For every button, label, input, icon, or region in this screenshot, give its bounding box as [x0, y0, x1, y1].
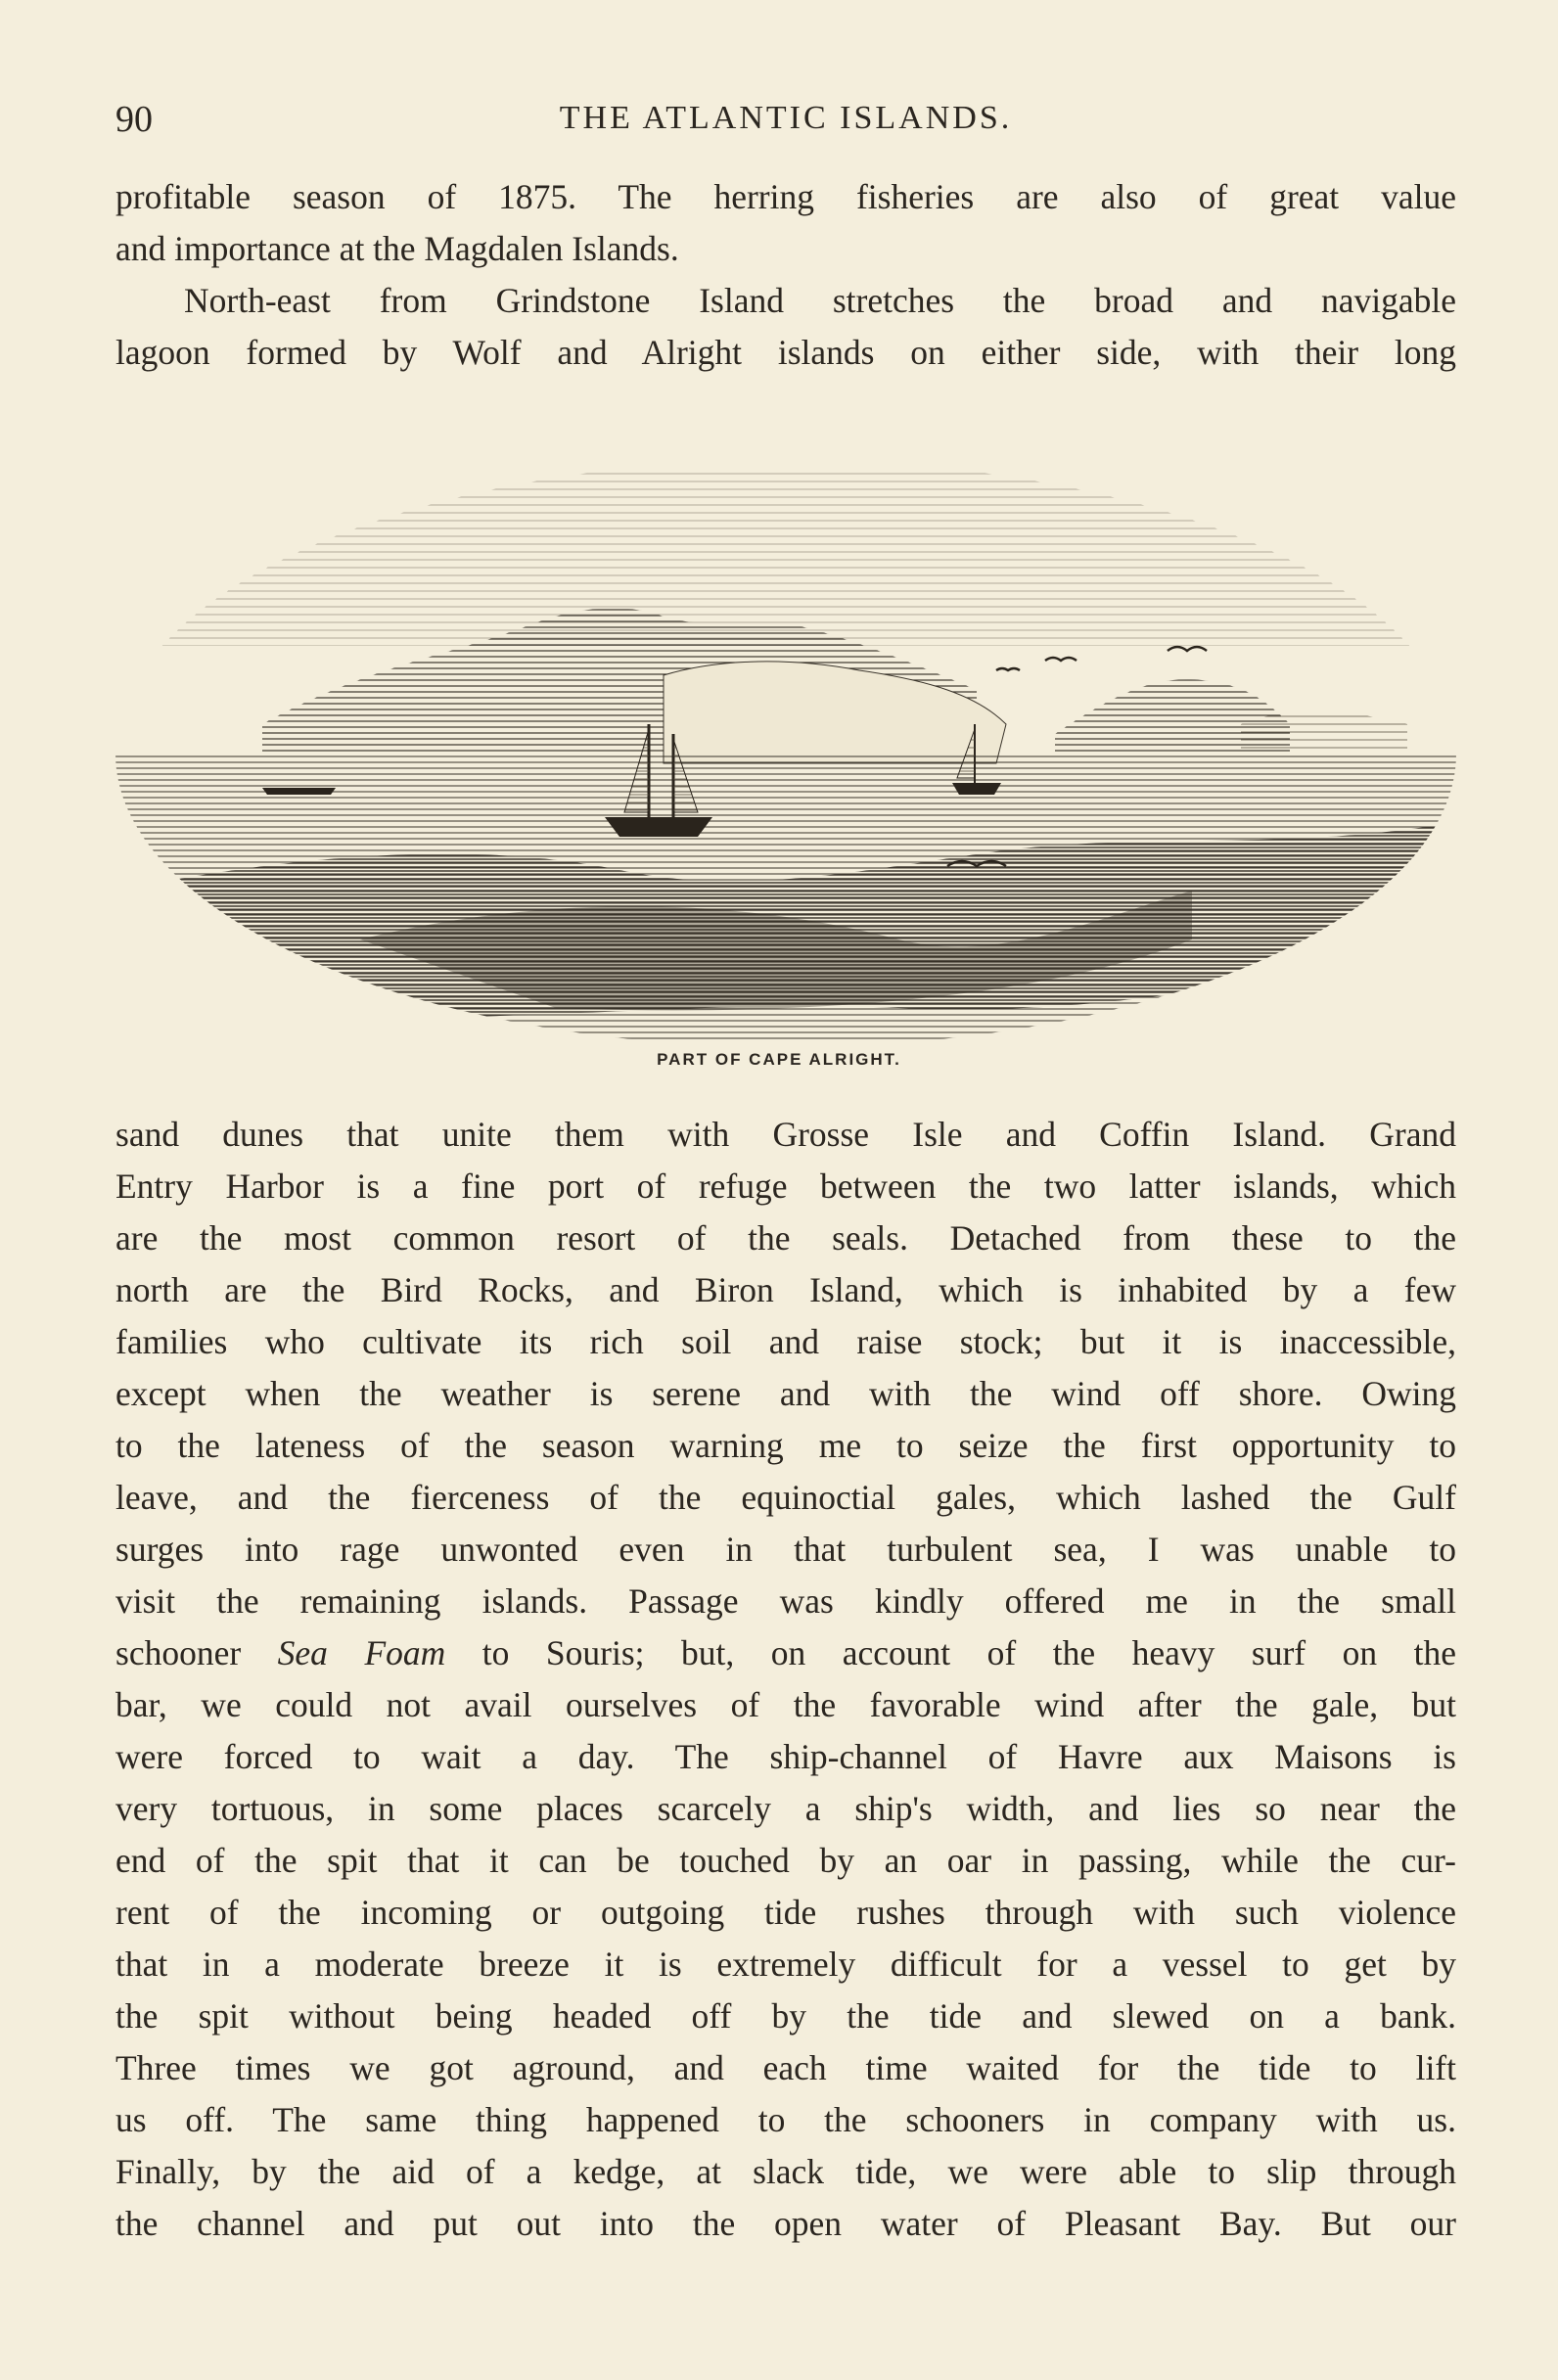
text-line: surges into rage unwonted even in that turbulent sea, I was unable to — [115, 1530, 1456, 1569]
text-line: us off. The same thing happened to the schooners in company with us. — [115, 2100, 1456, 2139]
text-line: bar, we could not avail ourselves of the favorable wind after the gale, but — [115, 1685, 1456, 1724]
small-boat — [262, 788, 336, 795]
text-line: families who cultivate its rich soil and raise stock; but it is inaccessible, — [115, 1322, 1456, 1361]
text-line: and importance at the Magdalen Islands. — [115, 229, 679, 268]
schooner-name: Sea Foam — [277, 1633, 446, 1672]
text-line: except when the weather is serene and with the wind off shore. Owing — [115, 1374, 1456, 1413]
figure-caption: PART OF CAPE ALRIGHT. — [657, 1050, 901, 1069]
text-line: leave, and the fierceness of the equinoctial gales, which lashed the Gulf — [115, 1478, 1456, 1517]
text-fragment: schooner — [115, 1633, 278, 1672]
cape-alright-engraving — [115, 431, 1456, 1042]
text-line: rent of the incoming or outgoing tide rushes through with such violence — [115, 1893, 1456, 1932]
running-title: THE ATLANTIC ISLANDS. — [559, 100, 1013, 136]
text-line: very tortuous, in some places scarcely a ship's width, and lies so near the — [115, 1789, 1456, 1828]
page-number: 90 — [115, 99, 153, 140]
text-line: Finally, by the aid of a kedge, at slack tide, we were able to slip through — [115, 2152, 1456, 2191]
page-header — [115, 98, 1456, 147]
text-line: the channel and put out into the open water of Pleasant Bay. But our — [115, 2204, 1456, 2243]
text-line: to the lateness of the season warning me to seize the first opportunity to — [115, 1426, 1456, 1465]
text-line-schooner — [115, 1627, 1456, 1679]
text-line: the spit without being headed off by the tide and slewed on a bank. — [115, 1996, 1456, 2036]
text-line: Entry Harbor is a fine port of refuge between the two latter islands, which — [115, 1167, 1456, 1206]
text-line: North-east from Grindstone Island stretches the broad and navigable — [184, 281, 1456, 320]
text-line: are the most common resort of the seals. Detached from these to the — [115, 1218, 1456, 1258]
engraving-illustration — [115, 431, 1456, 1042]
text-line: Three times we got aground, and each time waited for the tide to lift — [115, 2048, 1456, 2087]
text-line: lagoon formed by Wolf and Alright islands on either side, with their long — [115, 333, 1456, 372]
text-line: sand dunes that unite them with Grosse Isle and Coffin Island. Grand — [115, 1115, 1456, 1154]
text-line: end of the spit that it can be touched by an oar in passing, while the cur- — [115, 1841, 1456, 1880]
text-fragment: to Souris; but, on account of the heavy surf on the — [445, 1633, 1456, 1672]
body-text-block — [115, 1109, 1456, 2250]
text-line: were forced to wait a day. The ship-channel of Havre aux Maisons is — [115, 1737, 1456, 1776]
top-text-block — [115, 171, 1456, 379]
text-line: visit the remaining islands. Passage was kindly offered me in the small — [115, 1581, 1456, 1621]
text-line: north are the Bird Rocks, and Biron Island, which is inhabited by a few — [115, 1270, 1456, 1309]
text-line: profitable season of 1875. The herring fisheries are also of great value — [115, 177, 1456, 216]
text-line: that in a moderate breeze it is extremely difficult for a vessel to get by — [115, 1945, 1456, 1984]
